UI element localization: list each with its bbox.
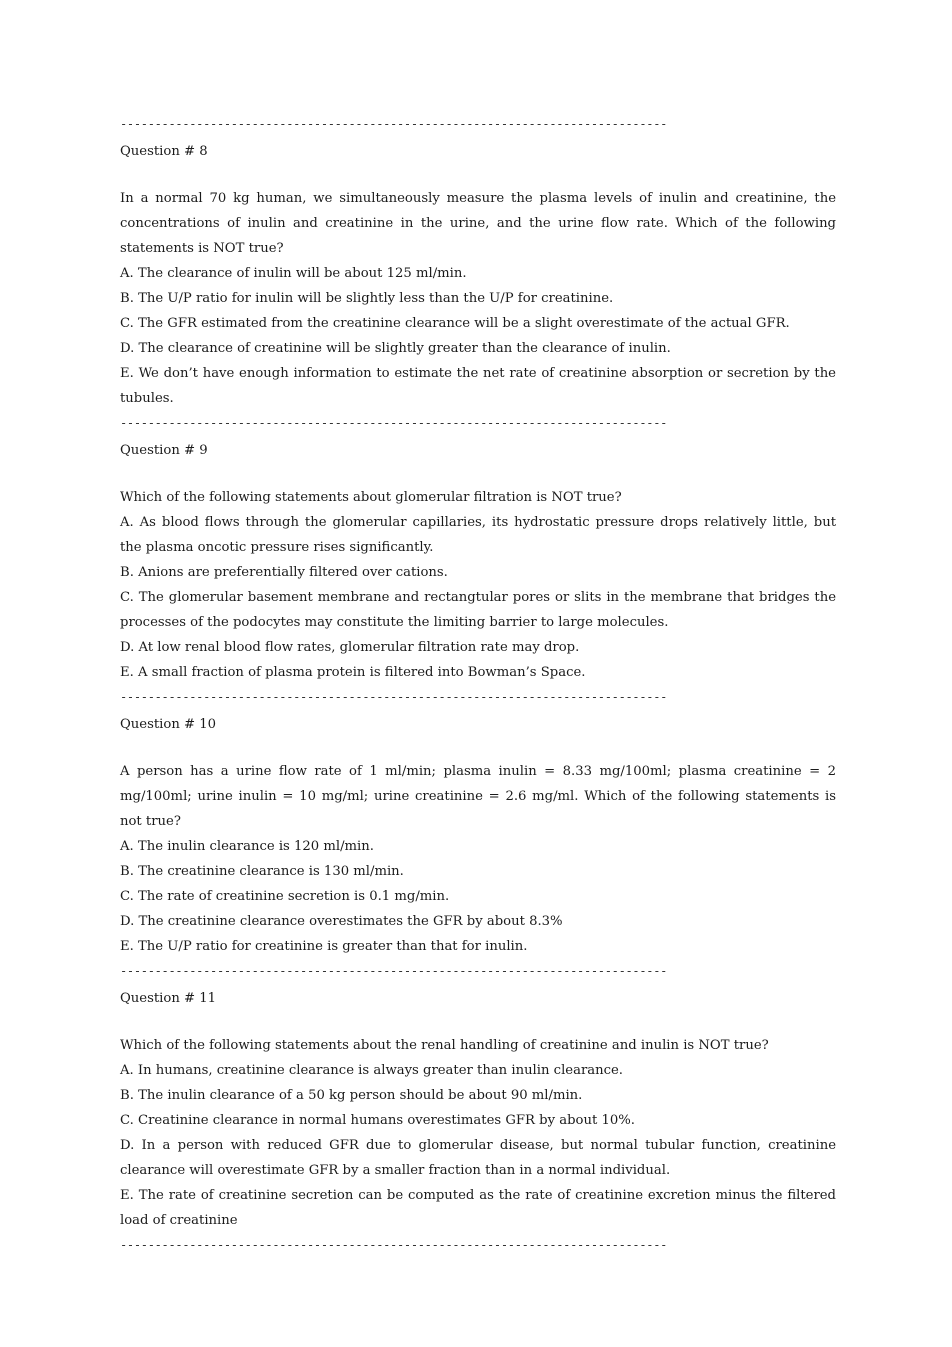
answer-option: E. The rate of creatinine secretion can be computed as the rate of creatinine excretion minus the filtered load of creatinine (120, 1188, 836, 1228)
question-block (120, 139, 836, 411)
answer-option: D. In a person with reduced GFR due to glomerular disease, but normal tubular function, creatinine clearance will overestimate GFR by a smaller fraction than in a normal individual. (120, 1138, 836, 1178)
answer-option: A. The inulin clearance is 120 ml/min. (120, 839, 374, 854)
answer-option: E. The U/P ratio for creatinine is greater than that for inulin. (120, 939, 528, 954)
answer-option: C. The rate of creatinine secretion is 0.1 mg/min. (120, 889, 450, 904)
divider: ------------------------------------------------------------------------------- (120, 1238, 668, 1252)
answer-option: A. The clearance of inulin will be about 125 ml/min. (120, 266, 467, 281)
answer-option: D. The creatinine clearance overestimates the GFR by about 8.3% (120, 914, 563, 929)
spacer (120, 164, 836, 186)
question-block (120, 438, 836, 685)
answer-option: B. The inulin clearance of a 50 kg person should be about 90 ml/min. (120, 1088, 583, 1103)
question-block (120, 986, 836, 1233)
question-stem: A person has a urine flow rate of 1 ml/min; plasma inulin = 8.33 mg/100ml; plasma creatinine = 2 mg/100ml; urine inulin = 10 mg/ml; urine creatinine = 2.6 mg/ml. Which of the following statements is not true? (120, 764, 836, 829)
question-stem: In a normal 70 kg human, we simultaneously measure the plasma levels of inulin and creatinine, the concentrations of inulin and creatinine in the urine, and the urine flow rate. Which of the following statements is NOT true? (120, 191, 836, 256)
question-heading: Question # 11 (120, 991, 217, 1006)
document-page (120, 112, 836, 1258)
answer-option: B. The U/P ratio for inulin will be slightly less than the U/P for creatinine. (120, 291, 614, 306)
question-heading: Question # 9 (120, 443, 208, 458)
answer-option: C. The glomerular basement membrane and rectangtular pores or slits in the membrane that bridges the processes of the podocytes may constitute the limiting barrier to large molecules. (120, 590, 836, 630)
divider: ------------------------------------------------------------------------------- (120, 690, 668, 704)
divider: ------------------------------------------------------------------------------- (120, 416, 668, 430)
divider: ------------------------------------------------------------------------------- (120, 964, 668, 978)
question-stem: Which of the following statements about the renal handling of creatinine and inulin is NOT true? (120, 1038, 769, 1053)
spacer (120, 463, 836, 485)
answer-option: D. At low renal blood flow rates, glomerular filtration rate may drop. (120, 640, 580, 655)
answer-option: D. The clearance of creatinine will be slightly greater than the clearance of inulin. (120, 341, 671, 356)
answer-option: E. We don’t have enough information to estimate the net rate of creatinine absorption or secretion by the tubules. (120, 366, 836, 406)
answer-option: B. Anions are preferentially filtered over cations. (120, 565, 448, 580)
question-stem: Which of the following statements about glomerular filtration is NOT true? (120, 490, 622, 505)
answer-option: A. In humans, creatinine clearance is always greater than inulin clearance. (120, 1063, 623, 1078)
question-heading: Question # 8 (120, 144, 208, 159)
answer-option: C. The GFR estimated from the creatinine clearance will be a slight overestimate of the actual GFR. (120, 316, 790, 331)
question-block (120, 712, 836, 959)
answer-option: B. The creatinine clearance is 130 ml/min. (120, 864, 404, 879)
answer-option: E. A small fraction of plasma protein is filtered into Bowman’s Space. (120, 665, 586, 680)
answer-option: C. Creatinine clearance in normal humans overestimates GFR by about 10%. (120, 1113, 635, 1128)
question-heading: Question # 10 (120, 717, 217, 732)
spacer (120, 737, 836, 759)
divider: ------------------------------------------------------------------------------- (120, 117, 668, 131)
spacer (120, 1011, 836, 1033)
answer-option: A. As blood flows through the glomerular capillaries, its hydrostatic pressure drops relatively little, but the plasma oncotic pressure rises significantly. (120, 515, 836, 555)
